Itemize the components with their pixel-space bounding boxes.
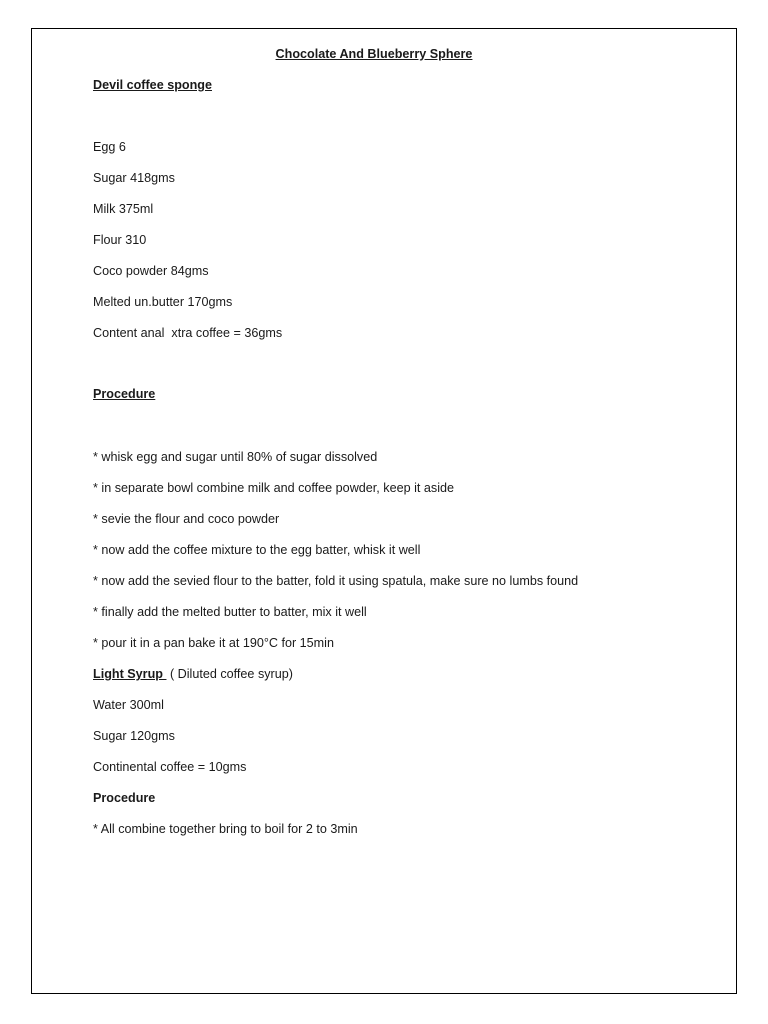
procedure-step: * whisk egg and sugar until 80% of sugar dissolved — [93, 450, 378, 464]
ingredient-line: Coco powder 84gms — [93, 264, 209, 278]
ingredient-line: Sugar 418gms — [93, 171, 175, 185]
syrup-procedure-step: * All combine together bring to boil for 2 to 3min — [93, 822, 358, 836]
syrup-heading-line — [93, 666, 293, 682]
procedure-step: * pour it in a pan bake it at 190°C for 15min — [93, 636, 334, 650]
procedure-step: * in separate bowl combine milk and coffee powder, keep it aside — [93, 481, 454, 495]
ingredient-line: Content anal xtra coffee = 36gms — [93, 326, 283, 340]
procedure-step: * finally add the melted butter to batter, mix it well — [93, 605, 367, 619]
syrup-procedure-heading: Procedure — [93, 791, 156, 805]
ingredient-line: Melted un.butter 170gms — [93, 295, 233, 309]
syrup-note: ( Diluted coffee syrup) — [166, 667, 293, 681]
procedure-step: * now add the coffee mixture to the egg batter, whisk it well — [93, 543, 421, 557]
procedure-heading: Procedure — [93, 387, 156, 401]
sponge-heading: Devil coffee sponge — [93, 78, 212, 92]
ingredient-line: Egg 6 — [93, 140, 126, 154]
syrup-ingredient-line: Continental coffee = 10gms — [93, 760, 247, 774]
procedure-step: * now add the sevied flour to the batter, fold it using spatula, make sure no lumbs found — [93, 574, 579, 588]
ingredient-line: Flour 310 — [93, 233, 147, 247]
document-title: Chocolate And Blueberry Sphere — [275, 47, 473, 61]
procedure-step: * sevie the flour and coco powder — [93, 512, 280, 526]
syrup-heading: Light Syrup — [93, 667, 167, 681]
ingredient-line: Milk 375ml — [93, 202, 154, 216]
syrup-ingredient-line: Water 300ml — [93, 698, 164, 712]
syrup-ingredient-line: Sugar 120gms — [93, 729, 175, 743]
